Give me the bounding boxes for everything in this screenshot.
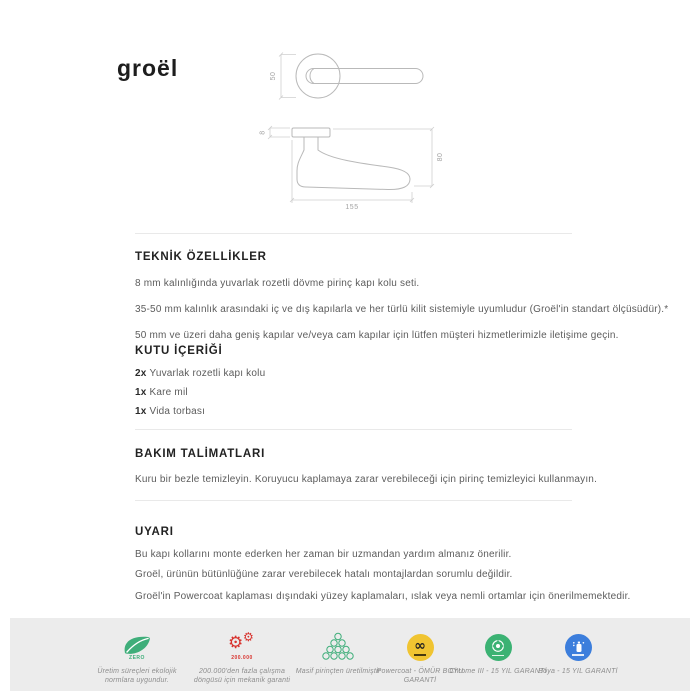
item-quantity: 1x <box>135 387 150 398</box>
badge-eco <box>85 629 189 685</box>
lever-top-view <box>306 69 423 84</box>
divider <box>135 233 572 234</box>
teknik-paragraph: 35-50 mm kalınlık arasındaki iç ve dış kapılarla ve her türlü kilit sistemiyle uyumludur (Groël'in standart ölçüsüdür).* <box>135 304 669 315</box>
divider <box>135 429 572 430</box>
rosette-side-view <box>292 128 330 137</box>
brand-logo: groël <box>117 55 179 81</box>
brass-atoms-icon <box>322 632 354 661</box>
powercoat-infinity-icon <box>407 634 434 661</box>
microtext <box>572 654 584 656</box>
eco-leaf-icon <box>122 634 152 655</box>
badge-mechanical-warranty <box>190 629 294 685</box>
dim-handle-length: 155 <box>345 204 359 211</box>
item-quantity: 2x <box>135 368 150 379</box>
technical-drawing <box>240 40 475 218</box>
item-label: Kare mil <box>149 387 188 398</box>
item-label: Vida torbası <box>149 406 206 417</box>
badge-caption: Masif pirinçten üretilmiştir <box>295 668 381 675</box>
badge-caption: Üretim süreçleri ekolojik normlara uygundur. <box>97 668 177 684</box>
badge-caption: 200.000'den fazla çalışma döngüsü için mekanik garanti <box>193 668 291 684</box>
badge-caption: Powercoat - ÖMÜR BOYU GARANTİ <box>376 668 464 684</box>
badge-paint-warranty <box>526 629 630 676</box>
item-quantity: 1x <box>135 406 150 417</box>
teknik-paragraph: 50 mm ve üzeri daha geniş kapılar ve/veya cam kapılar için lütfen müşteri hizmetlerimizle iletişime geçin. <box>135 330 619 341</box>
spray-can-icon <box>572 640 585 653</box>
box-content-item <box>135 387 188 398</box>
box-content-item <box>135 406 205 417</box>
lever-side-view <box>297 137 410 190</box>
section-title-teknik: TEKNİK ÖZELLİKLER <box>135 251 267 263</box>
uyari-paragraph: Bu kapı kollarını monte ederken her zaman bir uzmandan yardım almanız önerilir. <box>135 549 512 560</box>
mechanical-gears-icon: ⚙ ⚙ <box>228 630 254 653</box>
eco-zero-label: ZERO <box>129 655 145 661</box>
box-content-item <box>135 368 265 379</box>
teknik-paragraph: 8 mm kalınlığında yuvarlak rozetli dövme pirinç kapı kolu seti. <box>135 278 420 289</box>
uyari-paragraph: Groël'in Powercoat kaplaması dışındaki yüzey kaplamaları, ıslak veya nemli ortamlar için önerilmemektedir. <box>135 591 631 602</box>
uyari-paragraph: Groël, ürünün bütünlüğüne zarar verebilecek hatalı montajlardan sorumlu değildir. <box>135 569 513 580</box>
dim-plate-thickness: 8 <box>259 130 267 135</box>
dim-rosette-diameter: 50 <box>270 71 277 81</box>
infinity-glyph: ∞ <box>414 637 426 654</box>
bakim-paragraph: Kuru bir bezle temizleyin. Koruyucu kaplamaya zarar verebileceği için pirinç temizleyici kullanmayın. <box>135 474 598 485</box>
cycles-count-label: 200.000 <box>231 655 253 661</box>
section-title-bakim: BAKIM TALİMATLARI <box>135 448 266 460</box>
badge-caption: Boya - 15 YIL GARANTİ <box>538 668 618 675</box>
chrome-emblem-icon <box>491 639 505 653</box>
dim-handle-projection: 80 <box>437 152 444 162</box>
paint-badge-icon <box>565 634 592 661</box>
badge-caption: Chrome III - 15 YIL GARANTİ <box>449 668 547 675</box>
certification-bar <box>10 618 690 691</box>
item-label: Yuvarlak rozetli kapı kolu <box>149 368 266 379</box>
chrome-badge-icon <box>485 634 512 661</box>
microtext <box>492 655 504 657</box>
section-title-kutu: KUTU İÇERİĞİ <box>135 345 223 357</box>
divider <box>135 500 572 501</box>
section-title-uyari: UYARI <box>135 526 174 538</box>
microtext <box>414 654 426 656</box>
rosette-top-view <box>296 54 340 98</box>
